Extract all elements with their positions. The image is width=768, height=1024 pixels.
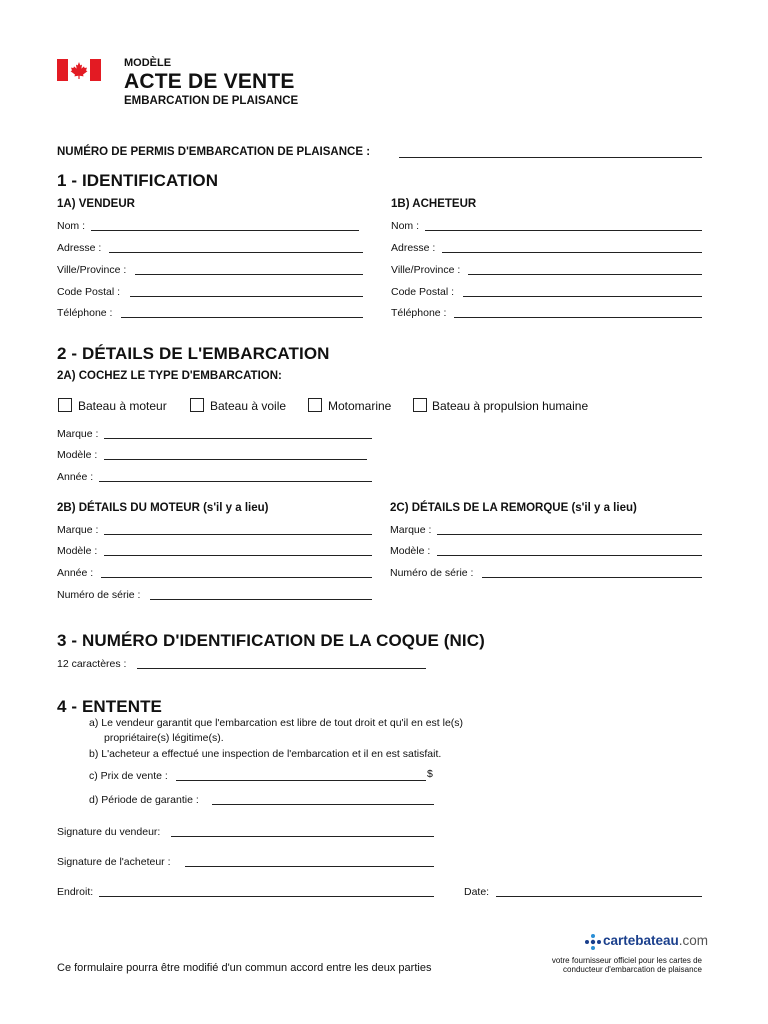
form-title: ACTE DE VENTE [124, 70, 295, 93]
buyer-postal-label: Code Postal : [391, 286, 455, 298]
warranty-period-label: d) Période de garantie : [89, 794, 199, 806]
engine-model-line[interactable] [104, 555, 372, 556]
seller-phone-label: Téléphone : [57, 307, 113, 319]
form-model-label: MODÈLE [124, 57, 172, 69]
trailer-model-label: Modèle : [390, 545, 431, 557]
date-line[interactable] [496, 896, 702, 897]
boat-year-line[interactable] [99, 481, 372, 482]
permit-number-line[interactable] [399, 157, 702, 158]
currency-symbol: $ [427, 768, 433, 780]
boat-type-heading: 2A) COCHEZ LE TYPE D'EMBARCATION: [57, 370, 282, 382]
agreement-clause-a-line1: a) Le vendeur garantit que l'embarcation est libre de tout droit et qu'il en est le(s) [89, 717, 464, 729]
seller-signature-line[interactable] [171, 836, 434, 837]
seller-signature-label: Signature du vendeur: [57, 826, 161, 838]
seller-phone-line[interactable] [121, 317, 363, 318]
engine-serial-line[interactable] [150, 599, 372, 600]
date-label: Date: [464, 886, 490, 898]
trailer-serial-label: Numéro de série : [390, 567, 474, 579]
buyer-city-line[interactable] [468, 274, 702, 275]
trailer-serial-line[interactable] [482, 577, 702, 578]
boat-type-sail-checkbox[interactable] [190, 398, 204, 412]
cartebateau-logo-icon [584, 933, 602, 951]
boat-model-label: Modèle : [57, 449, 98, 461]
hull-number-line[interactable] [137, 668, 426, 669]
seller-name-line[interactable] [91, 230, 359, 231]
seller-city-line[interactable] [135, 274, 363, 275]
engine-make-label: Marque : [57, 524, 99, 536]
seller-city-label: Ville/Province : [57, 264, 127, 276]
seller-address-label: Adresse : [57, 242, 102, 254]
buyer-city-label: Ville/Province : [391, 264, 461, 276]
section-identification-heading: 1 - IDENTIFICATION [57, 171, 219, 190]
seller-heading: 1A) VENDEUR [57, 198, 135, 210]
trailer-make-line[interactable] [437, 534, 702, 535]
agreement-clause-a-line2: propriétaire(s) légitime(s). [104, 732, 224, 744]
buyer-address-line[interactable] [442, 252, 702, 253]
brand-name-tld: .com [678, 933, 709, 948]
section-hull-heading: 3 - NUMÉRO D'IDENTIFICATION DE LA COQUE (NIC) [57, 631, 485, 650]
permit-number-label: NUMÉRO DE PERMIS D'EMBARCATION DE PLAISANCE : [57, 146, 371, 158]
boat-type-motor-checkbox[interactable] [58, 398, 72, 412]
sale-price-label: c) Prix de vente : [89, 770, 168, 782]
seller-postal-label: Code Postal : [57, 286, 121, 298]
buyer-signature-line[interactable] [185, 866, 434, 867]
place-label: Endroit: [57, 886, 94, 898]
boat-type-human-checkbox[interactable] [413, 398, 427, 412]
boat-type-sail-label: Bateau à voile [210, 399, 287, 413]
buyer-signature-label: Signature de l'acheteur : [57, 856, 171, 868]
engine-make-line[interactable] [104, 534, 372, 535]
buyer-name-label: Nom : [391, 220, 420, 232]
buyer-phone-line[interactable] [454, 317, 702, 318]
boat-type-human-label: Bateau à propulsion humaine [432, 399, 589, 413]
canada-flag-icon [57, 59, 101, 81]
agreement-clause-b: b) L'acheteur a effectué une inspection de l'embarcation et il en est satisfait. [89, 748, 442, 760]
trailer-model-line[interactable] [437, 555, 702, 556]
engine-year-line[interactable] [101, 577, 372, 578]
trailer-heading: 2C) DÉTAILS DE LA REMORQUE (s'il y a lieu) [390, 502, 637, 514]
seller-name-label: Nom : [57, 220, 86, 232]
form-subtitle: EMBARCATION DE PLAISANCE [124, 95, 299, 107]
boat-model-line[interactable] [104, 459, 367, 460]
seller-postal-line[interactable] [130, 296, 363, 297]
engine-heading: 2B) DÉTAILS DU MOTEUR (s'il y a lieu) [57, 502, 269, 514]
boat-type-motor-label: Bateau à moteur [78, 399, 167, 413]
place-line[interactable] [99, 896, 434, 897]
buyer-postal-line[interactable] [463, 296, 702, 297]
warranty-period-line[interactable] [212, 804, 434, 805]
brand-name [603, 933, 708, 948]
sale-price-line[interactable] [176, 780, 426, 781]
engine-model-label: Modèle : [57, 545, 98, 557]
buyer-address-label: Adresse : [391, 242, 436, 254]
buyer-phone-label: Téléphone : [391, 307, 447, 319]
brand-tagline-line1: votre fournisseur officiel pour les cartes de [551, 956, 702, 965]
hull-number-label: 12 caractères : [57, 658, 127, 670]
brand-tagline-line2: conducteur d'embarcation de plaisance [563, 965, 702, 974]
section-agreement-heading: 4 - ENTENTE [57, 697, 163, 716]
boat-type-pwc-label: Motomarine [328, 399, 392, 413]
footer-note: Ce formulaire pourra être modifié d'un commun accord entre les deux parties [57, 962, 432, 974]
boat-year-label: Année : [57, 471, 94, 483]
buyer-heading: 1B) ACHETEUR [391, 198, 477, 210]
boat-make-line[interactable] [104, 438, 372, 439]
section-boat-heading: 2 - DÉTAILS DE L'EMBARCATION [57, 344, 330, 363]
engine-year-label: Année : [57, 567, 94, 579]
brand-name-main: cartebateau [603, 933, 679, 948]
trailer-make-label: Marque : [390, 524, 432, 536]
boat-type-pwc-checkbox[interactable] [308, 398, 322, 412]
engine-serial-label: Numéro de série : [57, 589, 141, 601]
buyer-name-line[interactable] [425, 230, 702, 231]
boat-make-label: Marque : [57, 428, 99, 440]
seller-address-line[interactable] [109, 252, 363, 253]
